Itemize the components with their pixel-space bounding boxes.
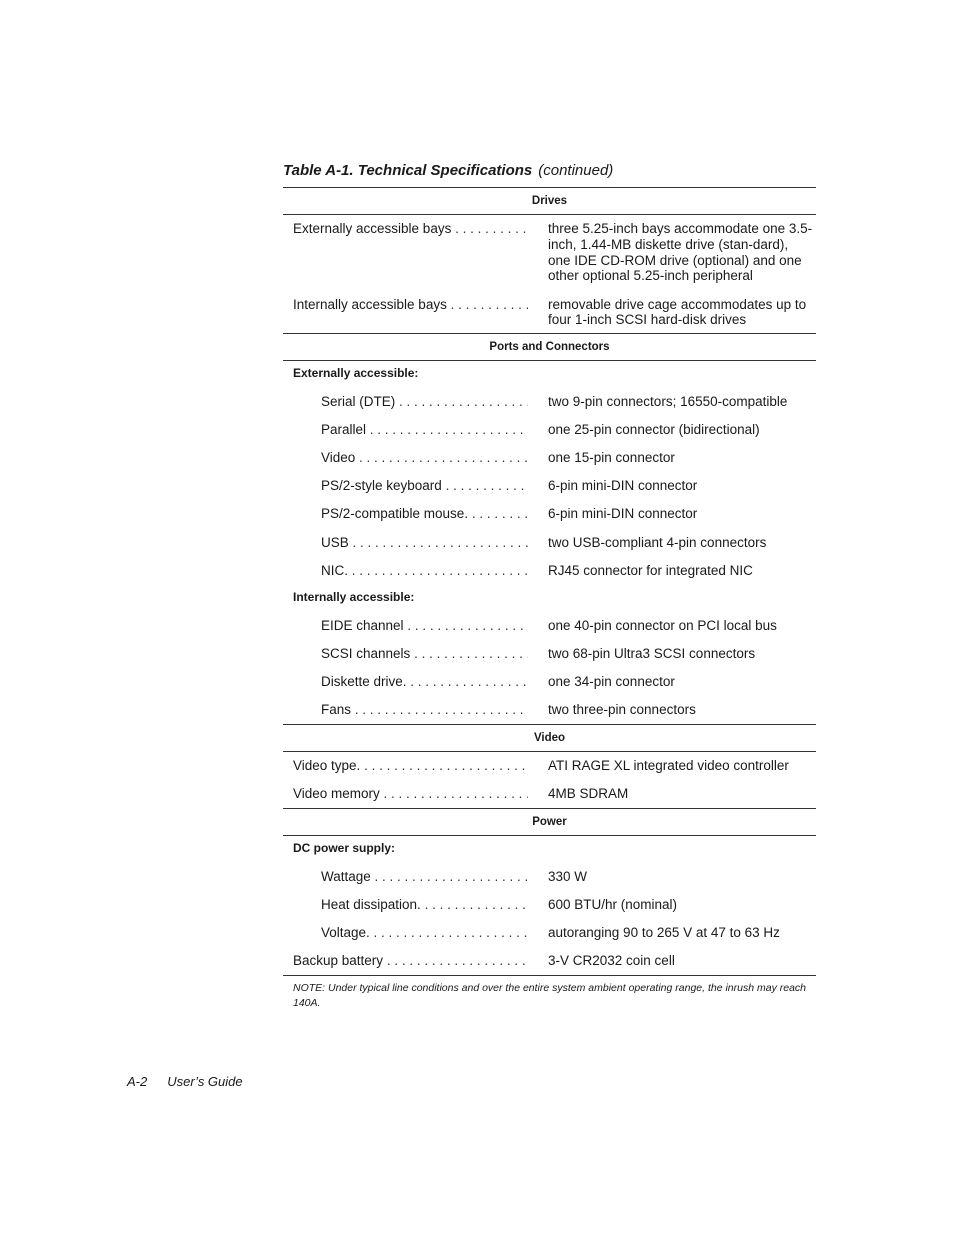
section-heading-power: Power bbox=[283, 809, 816, 836]
spec-label: Fans . . . bbox=[283, 702, 528, 718]
spec-row bbox=[283, 925, 816, 941]
section-body-video bbox=[283, 752, 816, 809]
section-heading-video: Video bbox=[283, 725, 816, 752]
spec-value: 6-pin mini-DIN connector bbox=[548, 478, 698, 494]
spec-value: removable drive cage accommodates up to four 1-inch SCSI hard-disk drives bbox=[548, 296, 807, 328]
spec-row bbox=[283, 646, 816, 662]
spec-row bbox=[283, 535, 816, 551]
spec-row bbox=[283, 506, 816, 522]
spec-row bbox=[283, 702, 816, 718]
spec-value: one 15-pin connector bbox=[548, 449, 675, 465]
section-body-power bbox=[283, 836, 816, 976]
spec-label: Backup battery . . . bbox=[283, 953, 528, 969]
table-title-continued: (continued) bbox=[538, 162, 614, 179]
spec-value: one 40-pin connector on PCI local bus bbox=[548, 617, 777, 633]
spec-value: two three-pin connectors bbox=[548, 702, 696, 718]
guide-name: User’s Guide bbox=[167, 1074, 243, 1089]
spec-label: PS/2-style keyboard . . . bbox=[283, 478, 528, 494]
spec-row bbox=[283, 897, 816, 913]
spec-value: RJ45 connector for integrated NIC bbox=[548, 562, 753, 578]
spec-row bbox=[283, 478, 816, 494]
spec-row bbox=[283, 869, 816, 885]
subheading-dc-power: DC power supply: bbox=[293, 841, 396, 856]
spec-value: two 68-pin Ultra3 SCSI connectors bbox=[548, 646, 756, 662]
spec-label: Video memory . . . bbox=[283, 786, 528, 802]
subheading-external: Externally accessible: bbox=[293, 366, 419, 381]
spec-value: ATI RAGE XL integrated video controller bbox=[548, 758, 789, 774]
table-title-main: Table A-1. Technical Specifications bbox=[283, 162, 533, 179]
section-body-ports bbox=[283, 361, 816, 725]
section-heading-drives: Drives bbox=[283, 188, 816, 215]
spec-row bbox=[283, 674, 816, 690]
spec-row bbox=[283, 953, 816, 969]
spec-label: Voltage. . . . bbox=[283, 925, 528, 941]
spec-value: 600 BTU/hr (nominal) bbox=[548, 896, 678, 912]
spec-label: Video . . . bbox=[283, 450, 528, 466]
spec-row bbox=[283, 618, 816, 634]
section-heading-ports: Ports and Connectors bbox=[283, 334, 816, 361]
spec-value: 330 W bbox=[548, 868, 588, 884]
spec-row bbox=[283, 422, 816, 438]
spec-label: Wattage . . . bbox=[283, 869, 528, 885]
section-body-drives bbox=[283, 215, 816, 334]
spec-label: EIDE channel . . . bbox=[283, 618, 528, 634]
page-footer bbox=[127, 1074, 243, 1089]
spec-label: Heat dissipation. . . . bbox=[283, 897, 528, 913]
spec-row bbox=[283, 450, 816, 466]
subheading-internal: Internally accessible: bbox=[293, 590, 415, 605]
page-number: A-2 bbox=[127, 1074, 148, 1089]
spec-label: Video type. . . . bbox=[283, 758, 528, 774]
spec-value: three 5.25-inch bays accommodate one 3.5-inch, 1.44-MB diskette drive (stan-dard), one IDE CD-ROM drive (optional) and one other optional 5.25-inch peripheral bbox=[548, 221, 813, 284]
spec-label: Internally accessible bays . . . bbox=[283, 297, 528, 329]
spec-row bbox=[283, 758, 816, 774]
spec-label: PS/2-compatible mouse. . . . bbox=[283, 506, 528, 522]
spec-value: two USB-compliant 4-pin connectors bbox=[548, 534, 767, 550]
spec-label: Diskette drive. . . . bbox=[283, 674, 528, 690]
spec-value: 6-pin mini-DIN connector bbox=[548, 506, 698, 522]
spec-value: two 9-pin connectors; 16550-compatible bbox=[548, 393, 788, 409]
spec-value: 4MB SDRAM bbox=[548, 786, 629, 802]
spec-row bbox=[283, 221, 816, 284]
spec-value: 3-V CR2032 coin cell bbox=[548, 953, 675, 969]
spec-row bbox=[283, 563, 816, 579]
spec-value: one 25-pin connector (bidirectional) bbox=[548, 421, 760, 437]
spec-row bbox=[283, 394, 816, 410]
spec-label: SCSI channels . . . bbox=[283, 646, 528, 662]
spec-row bbox=[283, 297, 816, 329]
spec-value: autoranging 90 to 265 V at 47 to 63 Hz bbox=[548, 924, 780, 940]
specifications-table bbox=[283, 187, 816, 1011]
spec-label: Parallel . . . bbox=[283, 422, 528, 438]
table-note: NOTE: Under typical line conditions and over the entire system ambient operating range, the inrush may reach 140A. bbox=[293, 981, 807, 1009]
spec-label: Externally accessible bays . . . bbox=[283, 221, 528, 284]
spec-value: one 34-pin connector bbox=[548, 674, 675, 690]
spec-label: NIC. . . . bbox=[283, 563, 528, 579]
spec-label: Serial (DTE) . . . bbox=[283, 394, 528, 410]
table-title bbox=[283, 162, 816, 179]
spec-row bbox=[283, 786, 816, 802]
spec-label: USB . . . bbox=[283, 535, 528, 551]
